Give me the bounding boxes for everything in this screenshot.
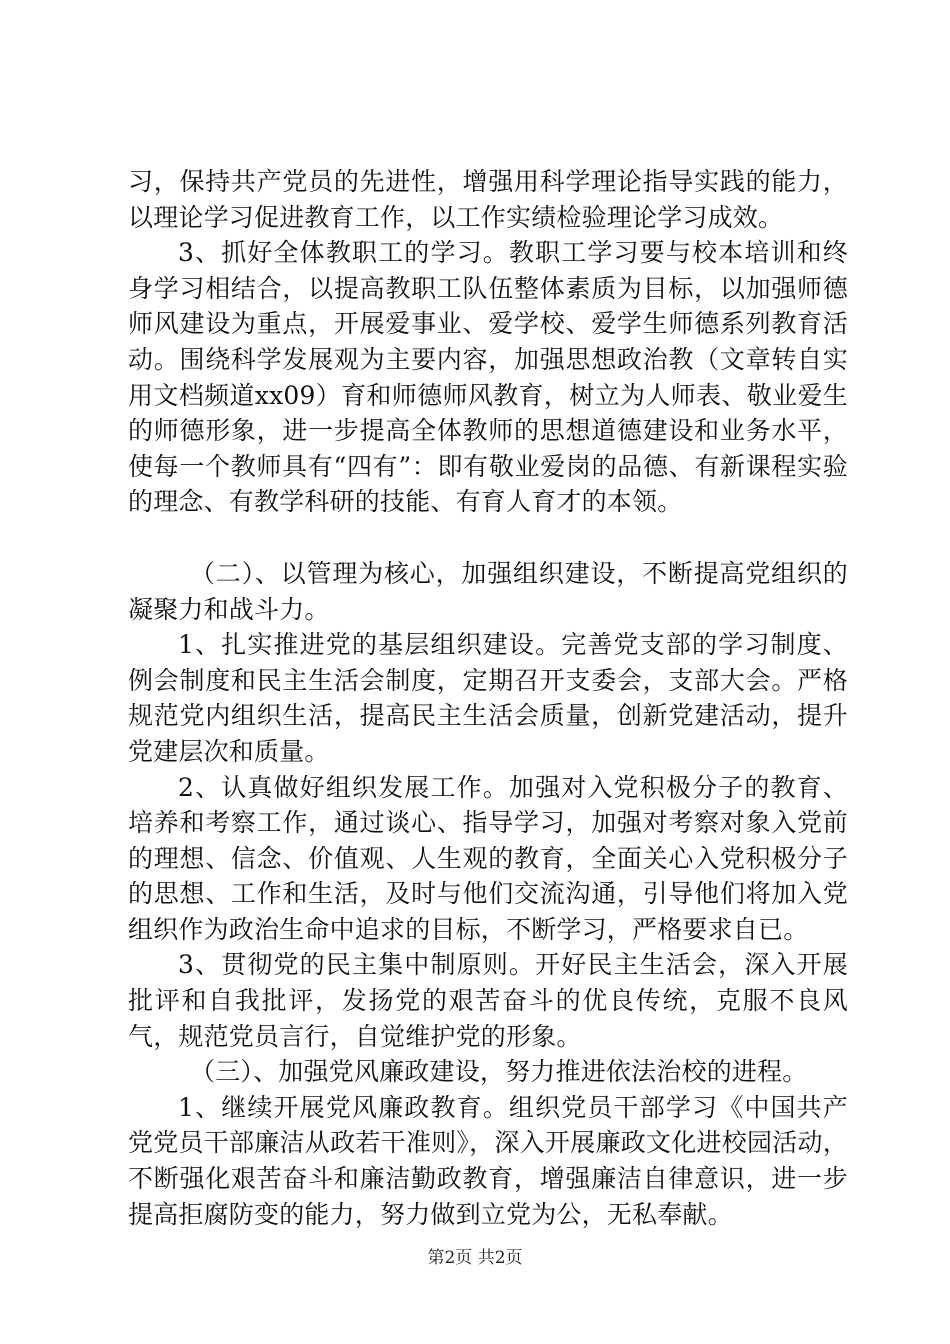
- section-heading-two: （二）、以管理为核心，加强组织建设，不断提高党组织的凝聚力和战斗力。: [128, 558, 848, 624]
- paragraph-grassroots-organization: 1、扎实推进党的基层组织建设。完善党支部的学习制度、例会制度和民主生活会制度，定期召开支委会，支部大会。严格规范党内组织生活，提高民主生活会质量，创新党建活动，提升党建层次和质量。: [128, 630, 848, 766]
- section-heading-three: （三）、加强党风廉政建设，努力推进依法治校的进程。: [190, 1057, 808, 1087]
- document-body: [128, 164, 848, 1232]
- paragraph-organization-development: 2、认真做好组织发展工作。加强对入党积极分子的教育、培养和考察工作，通过谈心、指导学习，加强对考察对象入党前的理想、信念、价值观、人生观的教育，全面关心入党积极分子的思想、工作和生活，及时与他们交流沟通，引导他们将加入党组织作为政治生命中追求的目标，不断学习，严格要求自已。: [128, 772, 848, 944]
- page-number-footer: 第2页 共2页: [427, 1248, 523, 1268]
- paragraph-integrity-education: 1、继续开展党风廉政教育。组织党员干部学习《中国共产党党员干部廉洁从政若干准则》，深入开展廉政文化进校园活动，不断强化艰苦奋斗和廉洁勤政教育，增强廉洁自律意识，进一步提高拒腐防变的能力，努力做到立党为公，无私奉献。: [128, 1092, 848, 1229]
- paragraph-continuation: 习，保持共产党员的先进性，增强用科学理论指导实践的能力，以理论学习促进教育工作，以工作实绩检验理论学习成效。: [128, 167, 848, 232]
- paragraph-staff-study: 3、抓好全体教职工的学习。教职工学习要与校本培训和终身学习相结合，以提高教职工队伍整体素质为目标，以加强师德师风建设为重点，开展爱事业、爱学校、爱学生师德系列教育活动。围绕科学发展观为主要内容，加强思想政治教（文章转自实用文档频道xx09）育和师德师风教育，树立为人师表、敬业爱生的师德形象，进一步提高全体教师的思想道德建设和业务水平，使每一个教师具有“四有”：即有敬业爱岗的品德、有新课程实验的理念、有教学科研的技能、有育人育才的本领。: [128, 238, 848, 517]
- paragraph-democratic-centralism: 3、贯彻党的民主集中制原则。开好民主生活会，深入开展批评和自我批评，发扬党的艰苦奋斗的优良传统，克服不良风气，规范党员言行，自觉维护党的形象。: [128, 950, 848, 1051]
- paragraph-gap: [128, 520, 848, 556]
